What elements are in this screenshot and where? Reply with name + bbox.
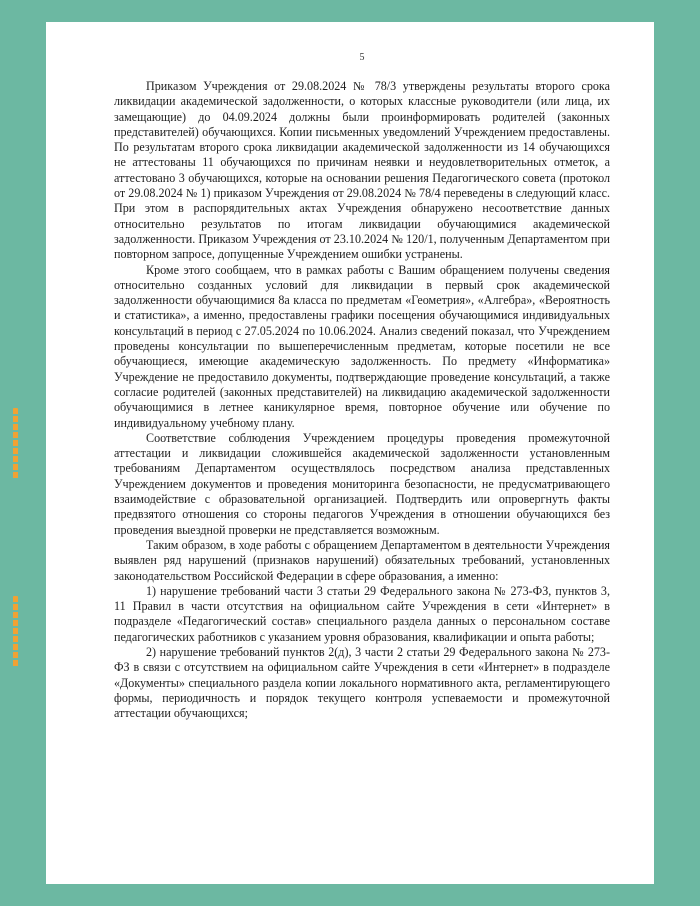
page-number: 5 — [359, 52, 365, 63]
margin-marker — [13, 596, 18, 668]
document-body — [114, 79, 610, 721]
paragraph: Кроме этого сообщаем, что в рамках работы с Вашим обращением получены сведения относительно созданных условий для ликвидации в первый срок академической задолженности обучающимися 8а класса по предметам «Геометрия», «Алгебра», «Вероятность и статистика», а именно, предоставлены графики посещения обучающимися индивидуальных консультаций в период с 27.05.2024 по 10.06.2024. Анализ сведений показал, что Учреждением проведены консультации по вышеперечисленным предметам, которые посетили не все обучающиеся, имеющие академическую задолженность. По предмету «Информатика» Учреждение не предоставило документы, подтверждающие проведение консультаций, а также согласие родителей (законных представителей) на ликвидацию академической задолженности обучающимися в летнее каникулярное время, повторное обучение или обучение по индивидуальному учебному плану. — [114, 262, 610, 430]
paragraph: Приказом Учреждения от 29.08.2024 № 78/3 утверждены результаты второго срока ликвидации академической задолженности, о которых классные руководители (или лица, их замещающие) до 04.09.2024 должны были проинформировать родителей (законных представителей) обучающихся. Копии письменных уведомлений Учреждением предоставлены. По результатам второго срока ликвидации академической задолженности из 14 обучающихся не аттестованы 11 обучающихся по причинам неявки и неудовлетворительных отметок, а аттестовано 3 обучающихся, которые на основании решения Педагогического совета (протокол от 29.08.2024 № 1) приказом Учреждения от 29.08.2024 № 78/4 переведены в следующий класс. При этом в распорядительных актах Учреждения обнаружено несоответствие данных относительно результатов по итогам ликвидации обучающимися академической задолженности. Приказом Учреждения от 23.10.2024 № 120/1, полученным Департаментом при повторном запросе, допущенные Учреждением ошибки устранены. — [114, 79, 610, 262]
paragraph: 1) нарушение требований части 3 статьи 29 Федерального закона № 273-ФЗ, пунктов 3, 11 Правил в части отсутствия на официальном сайте Учреждения в сети «Интернет» в подразделе «Педагогический состав» специального раздела данных о персональном составе педагогических работников с указанием уровня образования, квалификации и опыта работы; — [114, 583, 610, 644]
paragraph: 2) нарушение требований пунктов 2(д), 3 части 2 статьи 29 Федерального закона № 273-ФЗ в связи с отсутствием на официальном сайте Учреждения в сети «Интернет» в подразделе «Документы» специального раздела копии локального нормативного акта, регламентирующего формы, периодичность и порядок текущего контроля успеваемости и промежуточной аттестации обучающихся; — [114, 644, 610, 721]
paragraph: Таким образом, в ходе работы с обращением Департаментом в деятельности Учреждения выявлен ряд нарушений (признаков нарушений) обязательных требований, установленных законодательством Российской Федерации в сфере образования, а именно: — [114, 537, 610, 583]
document-page — [46, 22, 654, 884]
margin-marker — [13, 408, 18, 480]
paragraph: Соответствие соблюдения Учреждением процедуры проведения промежуточной аттестации и ликвидации сложившейся академической задолженности установленным требованиям Департаментом осуществлялось посредством анализа представленных Учреждением документов и проведения мониторинга безопасности, не предусматривающего взаимодействие с образовательной организацией. Подтвердить или опровергнуть факты предвзятого отношения со стороны педагогов Учреждения в отношении обучающихся без проведения выездной проверки не представляется возможным. — [114, 430, 610, 537]
